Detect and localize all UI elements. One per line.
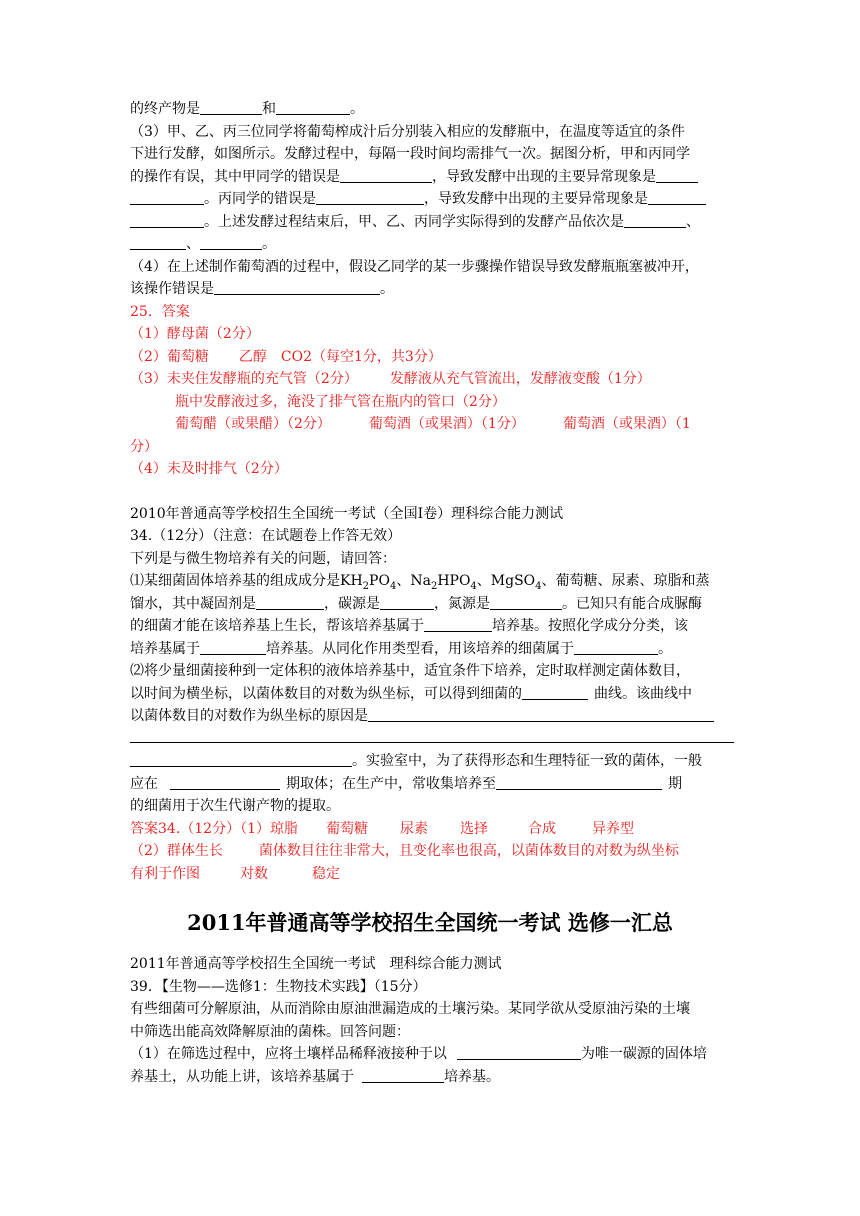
- exam2010-part1-line-3: 的细菌才能在该培养基上生长，帮该培养基属于 培养基。按照化学成分分类，该: [130, 618, 688, 634]
- answer25-item-3b: 瓶中发酵液过多，淹没了排气管在瓶内的管口（2分）: [175, 393, 506, 410]
- answer-blank[interactable]: [130, 189, 204, 205]
- answer-blank[interactable]: [380, 594, 434, 610]
- answer-blank-full-line[interactable]: [130, 728, 730, 751]
- answer-blank[interactable]: [200, 639, 266, 655]
- answer-blank[interactable]: [424, 616, 492, 632]
- exam2010-part2-line-1: ⑵将少量细菌接种到一定体积的液体培养基中，适宜条件下培养，定时取样测定菌体数目，: [130, 663, 690, 679]
- q25-part3-line-5: 。上述发酵过程结束后，甲、乙、丙同学实际得到的发酵产品依次是 、: [130, 211, 730, 234]
- answer-blank[interactable]: [130, 212, 204, 228]
- exam2011-title: 2011年普通高等学校招生全国统一考试 理科综合能力测试: [130, 956, 502, 972]
- answer-blank[interactable]: [130, 234, 186, 250]
- answer-blank[interactable]: [200, 99, 262, 115]
- q25-line-1: 的终产物是 和 。: [130, 101, 364, 117]
- answer-blank[interactable]: [656, 167, 698, 183]
- answer-blank[interactable]: [574, 639, 658, 655]
- exam2011-part1-line-2: 养基土，从功能上讲，该培养基属于 培养基。: [130, 1068, 500, 1085]
- answer-blank[interactable]: [276, 99, 350, 115]
- exam2010-part1-line-2: 馏水，其中凝固剂是 ，碳源是 ，氮源是 。已知只有能合成脲酶: [130, 595, 702, 612]
- exam2010-part2-line-7: 的细菌用于次生代谢产物的提取。: [130, 798, 340, 814]
- q25-part3-line-4: 。丙同学的错误是 ，导致发酵中出现的主要异常现象是: [130, 188, 730, 211]
- exam2010-title: 2010年普通高等学校招生全国统一考试（全国Ⅰ卷）理科综合能力测试: [130, 505, 564, 522]
- answer25-item-3c: 葡萄醋（或果醋）（2分） 葡萄酒（或果酒）（1分） 葡萄酒（或果酒）（1: [175, 416, 691, 432]
- exam2011-part1-line-1: （1）在筛选过程中，应将土壤样品稀释液接种于以 为唯一碳源的固体培: [130, 1046, 707, 1062]
- exam2010-part2-line-2: 以时间为横坐标，以菌体数目的对数为纵坐标，可以得到细菌的 曲线。该曲线中: [130, 685, 692, 702]
- exam2010-part1-line-1: ⑴某细菌固体培养基的组成成分是$KH_2PO_4$、$Na_2HPO_4$、MgSO$_4$、葡萄糖、尿素、琼脂和蒸: [130, 573, 710, 592]
- exam2010-part2-line-5: 。实验室中，为了获得形态和生理特征一致的菌体，一般: [130, 750, 730, 773]
- section-heading-2011: 2011年普通高等学校招生全国统一考试 选修一汇总: [187, 910, 673, 935]
- answer-blank[interactable]: [170, 774, 280, 790]
- exam2011-question-39: 39．【生物——选修1：生物技术实践】（15分）: [130, 978, 427, 995]
- exam2010-part1-line-4: 培养基属于 培养基。从同化作用类型看，用该培养的细菌属于 。: [130, 640, 672, 657]
- answer25-item-3d: 分）: [130, 438, 158, 455]
- answer34-line-1: 答案34.（12分）（1）琼脂 葡萄糖 尿素 选择 合成 异养型: [130, 820, 634, 837]
- q25-part3-line-2: 下进行发酵，如图所示。发酵过程中，每隔一段时间均需排气一次。据图分析，甲和丙同学: [130, 146, 690, 162]
- answer-blank[interactable]: [130, 751, 352, 767]
- exam2010-intro: 下列是与微生物培养有关的问题，请回答：: [130, 550, 396, 567]
- q25-part3-line-3: 的操作有误，其中甲同学的错误是 ，导致发酵中出现的主要异常现象是: [130, 166, 730, 189]
- exam2010-part2-line-3: 以菌体数目的对数作为纵坐标的原因是: [130, 705, 730, 728]
- answer25-title: 25．答案: [130, 303, 190, 320]
- answer25-item-2: （2）葡萄糖 乙醇 CO2（每空1分，共3分）: [130, 348, 442, 365]
- answer-blank[interactable]: [362, 1067, 444, 1083]
- q25-part3-line-1: （3）甲、乙、丙三位同学将葡萄榨成汁后分别装入相应的发酵瓶中，在温度等适宜的条件: [130, 123, 685, 140]
- answer-blank[interactable]: [256, 594, 324, 610]
- answer-blank[interactable]: [496, 774, 662, 790]
- answer34-line-3: 有利于作图 对数 稳定: [130, 865, 340, 882]
- document-page: [130, 98, 730, 1088]
- exam2011-intro-line-2: 中筛选出能高效降解原油的菌株。回答问题：: [130, 1023, 410, 1040]
- answer-blank[interactable]: [648, 189, 706, 205]
- answer-blank[interactable]: [457, 1044, 581, 1060]
- answer-blank[interactable]: [490, 594, 562, 610]
- answer34-line-2: （2）群体生长 菌体数目往往非常大，且变化率也很高，以菌体数目的对数为纵坐标: [130, 843, 679, 859]
- answer25-item-1: （1）酵母菌（2分）: [130, 326, 260, 342]
- answer25-item-3: （3）未夹住发酵瓶的充气管（2分） 发酵液从充气管流出，发酵液变酸（1分）: [130, 371, 651, 387]
- answer25-item-4: （4）未及时排气（2分）: [130, 461, 288, 477]
- answer-blank[interactable]: [316, 189, 424, 205]
- answer-blank[interactable]: [522, 684, 588, 700]
- answer-blank[interactable]: [214, 279, 380, 295]
- q25-part4-line-1: （4）在上述制作葡萄酒的过程中，假设乙同学的某一步骤操作错误导致发酵瓶瓶塞被冲开，: [130, 258, 699, 275]
- answer-blank[interactable]: [624, 212, 686, 228]
- exam2010-part2-line-6: 应在 期取体；在生产中，常收集培养至 期: [130, 775, 682, 792]
- answer-blank[interactable]: [340, 167, 432, 183]
- exam2010-question-34: 34.（12分）（注意：在试题卷上作答无效）: [130, 528, 402, 544]
- answer-blank[interactable]: [200, 234, 262, 250]
- answer-blank[interactable]: [368, 706, 714, 722]
- exam2011-intro-line-1: 有些细菌可分解原油，从而消除由原油泄漏造成的土壤污染。某同学欲从受原油污染的土壤: [130, 1001, 690, 1017]
- q25-part4-line-2: 该操作错误是 。: [130, 281, 394, 297]
- q25-part3-line-6: 、 。: [130, 233, 730, 256]
